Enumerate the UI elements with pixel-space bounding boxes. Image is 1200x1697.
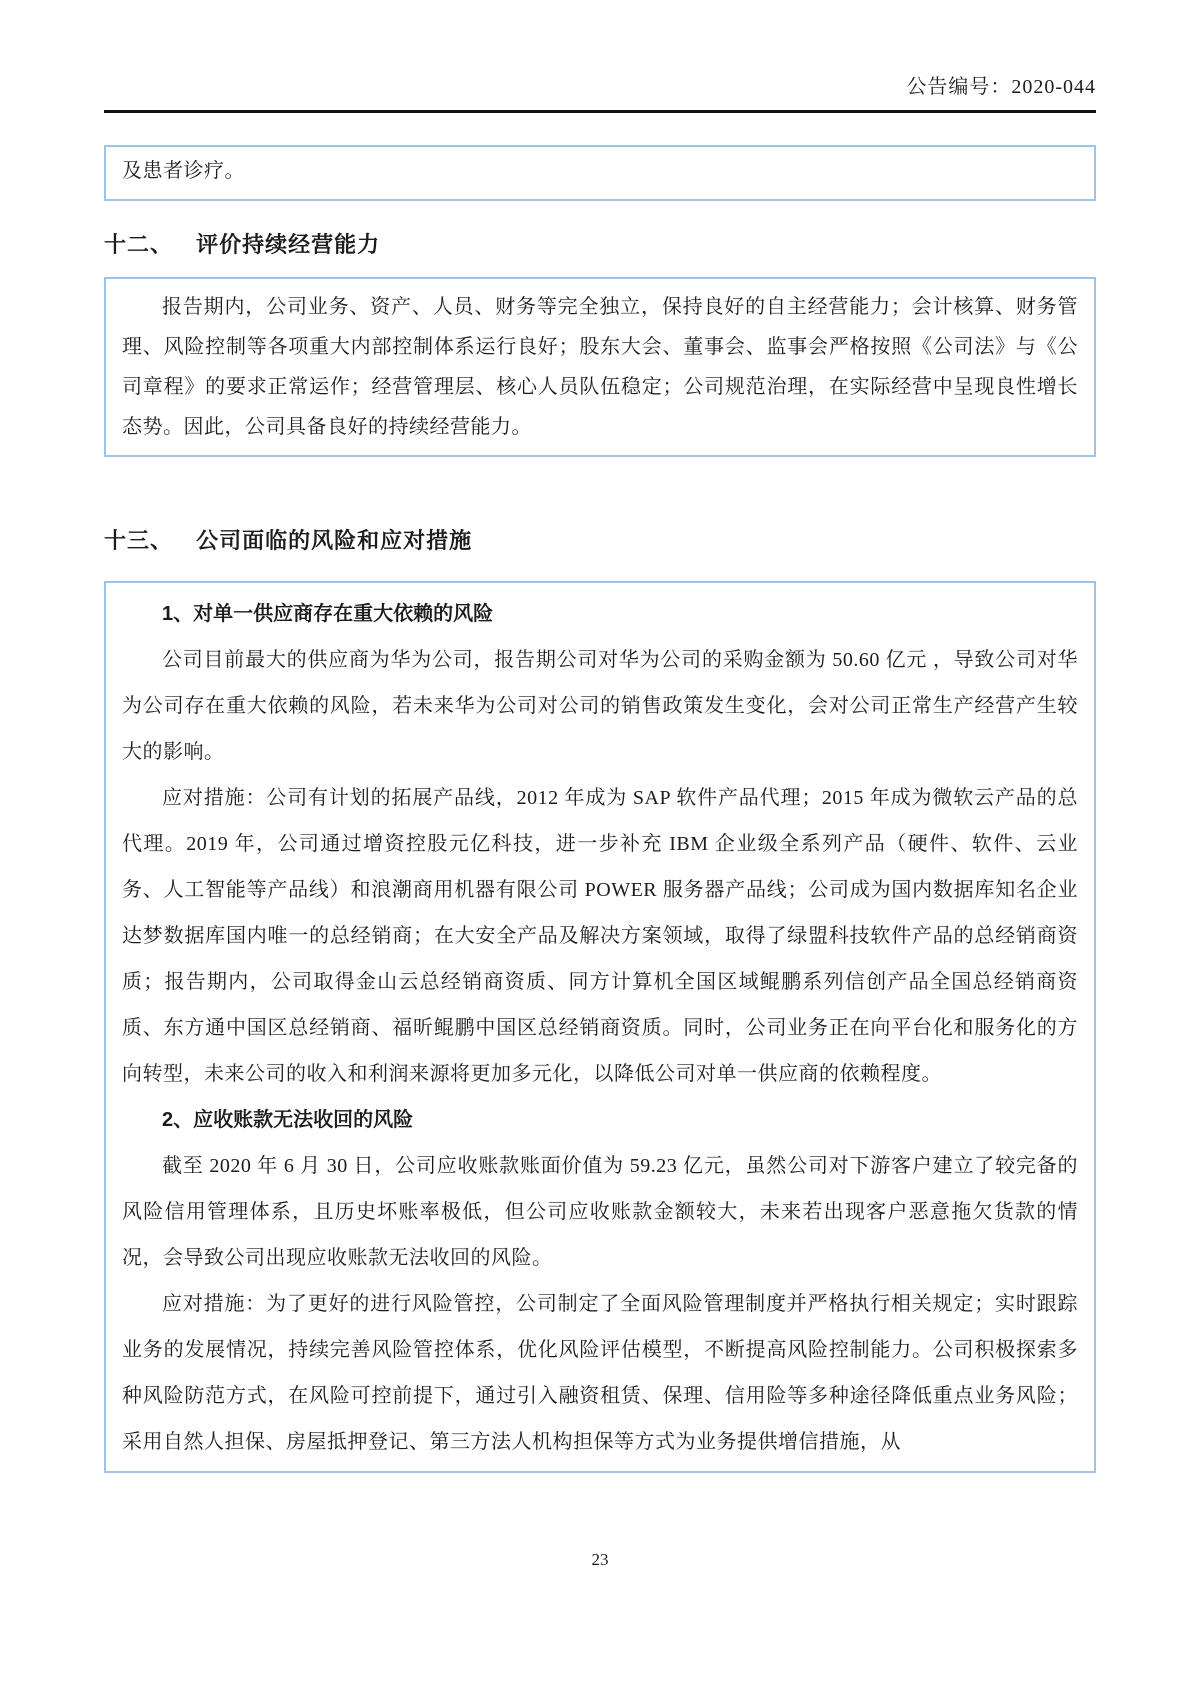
- page-number: 23: [591, 1550, 609, 1569]
- section-12-content-box: [104, 277, 1096, 457]
- header-divider: [104, 110, 1096, 113]
- section-13-heading: [104, 527, 1096, 555]
- carryover-text: 及患者诊疗。: [122, 160, 245, 182]
- section-12-number: 十二、: [104, 232, 174, 257]
- section-13-title: 公司面临的风险和应对措施: [196, 528, 473, 553]
- announcement-number: 公告编号：2020-044: [906, 76, 1096, 98]
- risk-1-paragraph-2: 应对措施：公司有计划的拓展产品线，2012 年成为 SAP 软件产品代理；2015 年成为微软云产品的总代理。2019 年，公司通过增资控股元亿科技，进一步补充 IBM 企业级全系列产品（硬件、软件、云业务、人工智能等产品线）和浪潮商用机器有限公司 POWER 服务器产品线；公司成为国内数据库知名企业达梦数据库国内唯一的总经销商；在大安全产品及解决方案领域，取得了绿盟科技软件产品的总经销商资质；报告期内，公司取得金山云总经销商资质、同方计算机全国区域鲲鹏系列信创产品全国总经销商资质、东方通中国区总经销商、福昕鲲鹏中国区总经销商资质。同时，公司业务正在向平台化和服务化的方向转型，未来公司的收入和利润来源将更加多元化，以降低公司对单一供应商的依赖程度。: [122, 787, 1078, 1085]
- risk-1-paragraph-1: 公司目前最大的供应商为华为公司，报告期公司对华为公司的采购金额为 50.60 亿元 ，导致公司对华为公司存在重大依赖的风险，若未来华为公司对公司的销售政策发生变化，会对公司正常生产经营产生较大的影响。: [122, 649, 1078, 763]
- carryover-text-box: [104, 145, 1096, 201]
- risk-2-paragraph-2: 应对措施：为了更好的进行风险管控，公司制定了全面风险管理制度并严格执行相关规定；实时跟踪业务的发展情况，持续完善风险管控体系，优化风险评估模型，不断提高风险控制能力。公司积极探索多种风险防范方式，在风险可控前提下，通过引入融资租赁、保理、信用险等多种途径降低重点业务风险；采用自然人担保、房屋抵押登记、第三方法人机构担保等方式为业务提供增信措施，从: [122, 1293, 1078, 1453]
- risk-1-heading: 1、对单一供应商存在重大依赖的风险: [162, 603, 494, 625]
- section-13-content-box: [104, 581, 1096, 1473]
- section-12-title: 评价持续经营能力: [196, 232, 381, 257]
- section-12-heading: [104, 231, 1096, 259]
- risk-2-heading: 2、应收账款无法收回的风险: [162, 1109, 414, 1131]
- risk-2-paragraph-1: 截至 2020 年 6 月 30 日，公司应收账款账面价值为 59.23 亿元，虽然公司对下游客户建立了较完备的风险信用管理体系，且历史坏账率极低，但公司应收账款金额较大，未来若出现客户恶意拖欠货款的情况，会导致公司出现应收账款无法收回的风险。: [122, 1155, 1078, 1269]
- section-12-paragraph: 报告期内，公司业务、资产、人员、财务等完全独立，保持良好的自主经营能力；会计核算、财务管理、风险控制等各项重大内部控制体系运行良好；股东大会、董事会、监事会严格按照《公司法》与《公司章程》的要求正常运作；经营管理层、核心人员队伍稳定；公司规范治理，在实际经营中呈现良性增长态势。因此，公司具备良好的持续经营能力。: [122, 296, 1078, 438]
- section-13-number: 十三、: [104, 528, 174, 553]
